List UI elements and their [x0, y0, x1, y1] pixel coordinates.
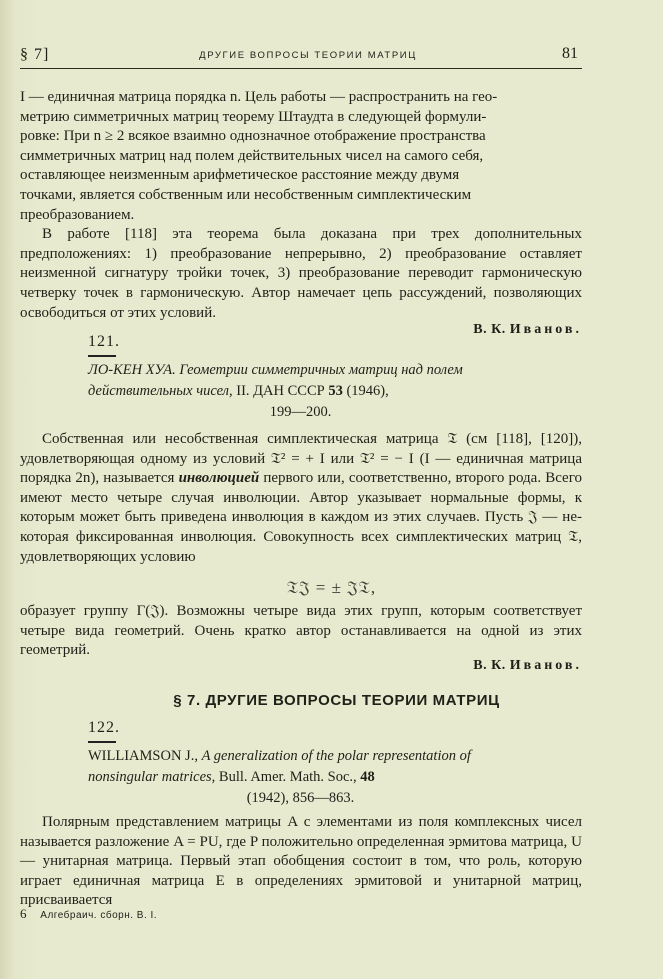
running-head: [20, 44, 582, 69]
section-heading: § 7. ДРУГИЕ ВОПРОСЫ ТЕОРИИ МАТРИЦ: [173, 692, 500, 709]
continuation-line: ровке: При n ≥ 2 всякое взаимно однозначное отображение пространства: [20, 128, 486, 145]
continuation-paragraph-2: В работе [118] эта теорема была доказана при трех дополнительных предположениях: 1) преобразование непрерывно, 2) преобразование оставляет неизменной сигнатуру тройки точек, 3) преобразование переводит гармоническую четверку точек в гармоническую. Автор намечает цепь рассуждений, позволяющих освободиться от этих условий.: [20, 226, 582, 321]
reference-121: [88, 360, 513, 423]
continuation-line: I — единичная матрица порядка n. Цель работы — распространить на гео-: [20, 89, 498, 105]
ref-volume: 48: [360, 769, 375, 785]
signature-121: [473, 658, 582, 674]
ref-author: ЛО-КЕН ХУА.: [88, 362, 176, 378]
entry-number-121: 121.: [88, 333, 120, 350]
continuation-line: преобразованием.: [20, 206, 135, 223]
formula: 𝔗𝔍 = ± 𝔍𝔗,: [286, 578, 377, 597]
ref-source: Bull. Amer. Math. Soc.,: [218, 769, 357, 785]
ref-year-pages: (1942), 856—863.: [246, 790, 355, 806]
ref-year: (1946),: [346, 383, 389, 399]
ref-source: II. ДАН СССР: [236, 383, 325, 399]
continuation-line: симметричных матриц над полем действительных чисел на самого себя,: [20, 147, 484, 164]
continuation-paragraph: [20, 88, 582, 323]
reference-122: [88, 746, 513, 809]
signature-120: [473, 322, 582, 338]
signature-initials: В. К.: [473, 658, 506, 673]
abstract-121-para-2: образует группу Γ(𝔍). Возможны четыре вида этих групп, которым соответствует четыре вида геометрий. Очень кратко автор останавливается на одной из этих геометрий.: [20, 603, 582, 659]
running-head-section: § 7]: [20, 46, 50, 63]
ref-volume: 53: [328, 383, 343, 399]
signature-name: Иванов.: [509, 322, 582, 337]
printer-signature: [20, 906, 157, 922]
ref-title: A generalization of the polar representation of nonsingular matrices,: [88, 748, 471, 785]
page-number: 81: [562, 45, 578, 62]
continuation-line: метрию симметричных матриц теорему Штаудта в следующей формули-: [20, 108, 487, 125]
abstract-122: [20, 813, 582, 911]
abstract-text: первого или, соответственно, второго рода. Всего имеют место четыре случая инволюции. Автор указывает нормальные формы, к которым может быть приведена инволюция в каждом из этих случаев. Пусть 𝔍 — некоторая фиксированная инволюция. Совокупность всех симплектических матриц 𝔗, удовлетворяющих условию: [20, 470, 582, 565]
abstract-121-para-1: [20, 430, 582, 567]
signature-initials: В. К.: [473, 322, 506, 337]
sheet-number: 6: [20, 906, 27, 921]
abstract-121: [20, 430, 582, 567]
ref-title: Геометрии симметричных матриц над полем действительных чисел,: [88, 362, 463, 399]
continuation-line: точками, является собственным или несобственным симплектическим: [20, 186, 472, 203]
abstract-text: Собственная или несобственная симплектическая матрица 𝔗 (см [118], [120]), удовлетворяющая одному из условий 𝔗² = + I или 𝔗² = − I (I — единичная матрица порядка 2n), называется: [20, 431, 582, 487]
abstract-121-cont: [20, 602, 582, 661]
running-head-title: ДРУГИЕ ВОПРОСЫ ТЕОРИИ МАТРИЦ: [199, 50, 417, 61]
signature-name: Иванов.: [509, 658, 582, 673]
ref-pages: 199—200.: [269, 404, 332, 420]
term-involution: инволюцией: [178, 470, 260, 487]
abstract-122-para: Полярным представлением матрицы A с элементами из поля комплексных чисел называется разложение A = PU, где P положительно определенная эрмитова матрица, U — унитарная матрица. Первый этап обобщения состоит в том, что роль, которую играет единичная матрица E в определениях эрмитовой и унитарной матриц, присваивается: [20, 814, 582, 909]
ref-author: WILLIAMSON J.,: [88, 748, 198, 764]
continuation-line: оставляющее неизменным арифметическое расстояние между двумя: [20, 167, 460, 184]
entry-number-122: 122.: [88, 719, 120, 736]
signature-text: Алгебраич. сборн. В. I.: [40, 910, 158, 921]
